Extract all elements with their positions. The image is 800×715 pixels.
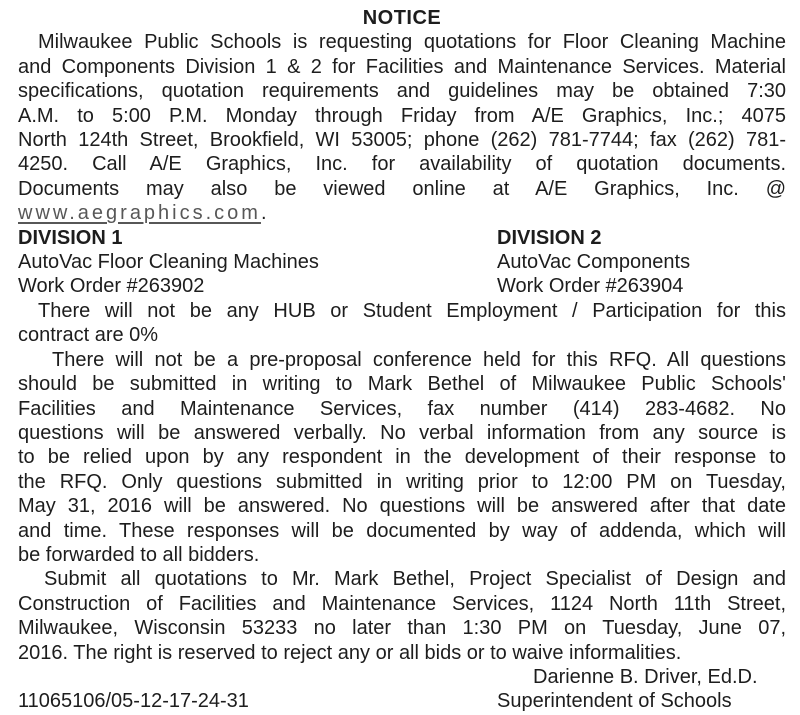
preproposal-line: the RFQ. Only questions submitted in writing prior to 12:00 PM on Tuesday, [18, 470, 786, 493]
preproposal-line: to be relied upon by any respondent in the development of their response to [18, 446, 786, 469]
division-1-work-order: Work Order #263902 [18, 275, 205, 298]
hub-line: contract are 0% [18, 324, 159, 347]
page-title: NOTICE [362, 7, 442, 29]
submit-line: Milwaukee, Wisconsin 53233 no later than 1:30 PM on Tuesday, June 07, [18, 617, 786, 640]
preproposal-line: Facilities and Maintenance Services, fax number (414) 283-4682. No [18, 397, 786, 420]
docket-number: 11065106/05-12-17-24-31 [18, 690, 249, 713]
division-2-column [497, 226, 786, 299]
submit-line: Submit all quotations to Mr. Mark Bethel, Project Specialist of Design and [44, 568, 786, 591]
division-2-heading: DIVISION 2 [497, 226, 602, 249]
preproposal-line: and time. These responses will be documented by way of addenda, which will [18, 519, 786, 542]
submit-line: Construction of Facilities and Maintenance Services, 1124 North 11th Street, [18, 592, 786, 615]
preproposal-line: be forwarded to all bidders. [18, 543, 260, 566]
submit-paragraph [18, 567, 786, 665]
preproposal-paragraph [18, 348, 786, 568]
signature-title: Superintendent of Schools [497, 690, 732, 713]
intro-link-line [18, 201, 786, 225]
division-1-column [18, 226, 497, 299]
preproposal-line: should be submitted in writing to Mark Bethel of Milwaukee Public Schools' [18, 373, 786, 396]
division-2-item: AutoVac Components [497, 251, 691, 274]
aegraphics-link[interactable]: www.aegraphics.com [18, 202, 261, 225]
hub-line: There will not be any HUB or Student Employment / Participation for this [38, 299, 786, 322]
divisions-section [18, 226, 786, 299]
link-period: . [260, 202, 267, 225]
intro-line: Documents may also be viewed online at A/E Graphics, Inc. @ [18, 177, 786, 200]
intro-line: specifications, quotation requirements and guidelines may be obtained 7:30 [18, 80, 786, 103]
intro-line: 4250. Call A/E Graphics, Inc. for availability of quotation documents. [18, 153, 786, 176]
preproposal-line: questions will be answered verbally. No verbal information from any source is [18, 421, 786, 444]
preproposal-line: There will not be a pre-proposal conference held for this RFQ. All questions [52, 348, 786, 371]
intro-line: and Components Division 1 & 2 for Facilities and Maintenance Services. Material [18, 55, 786, 78]
hub-paragraph [18, 299, 786, 348]
division-1-item: AutoVac Floor Cleaning Machines [18, 251, 319, 274]
intro-line: Milwaukee Public Schools is requesting quotations for Floor Cleaning Machine [38, 31, 786, 54]
signature-name: Darienne B. Driver, Ed.D. [533, 665, 758, 688]
preproposal-line: May 31, 2016 will be answered. No questions will be answered after that date [18, 495, 786, 518]
intro-paragraph [18, 30, 786, 225]
division-2-work-order: Work Order #263904 [497, 275, 684, 298]
submit-line: 2016. The right is reserved to reject any or all bids or to waive informalities. [18, 641, 682, 664]
intro-line: North 124th Street, Brookfield, WI 53005; phone (262) 781-7744; fax (262) 781- [18, 129, 786, 152]
footer-row [18, 689, 786, 713]
division-1-heading: DIVISION 1 [18, 226, 123, 249]
intro-line: A.M. to 5:00 P.M. Monday through Friday from A/E Graphics, Inc.; 4075 [18, 104, 786, 127]
